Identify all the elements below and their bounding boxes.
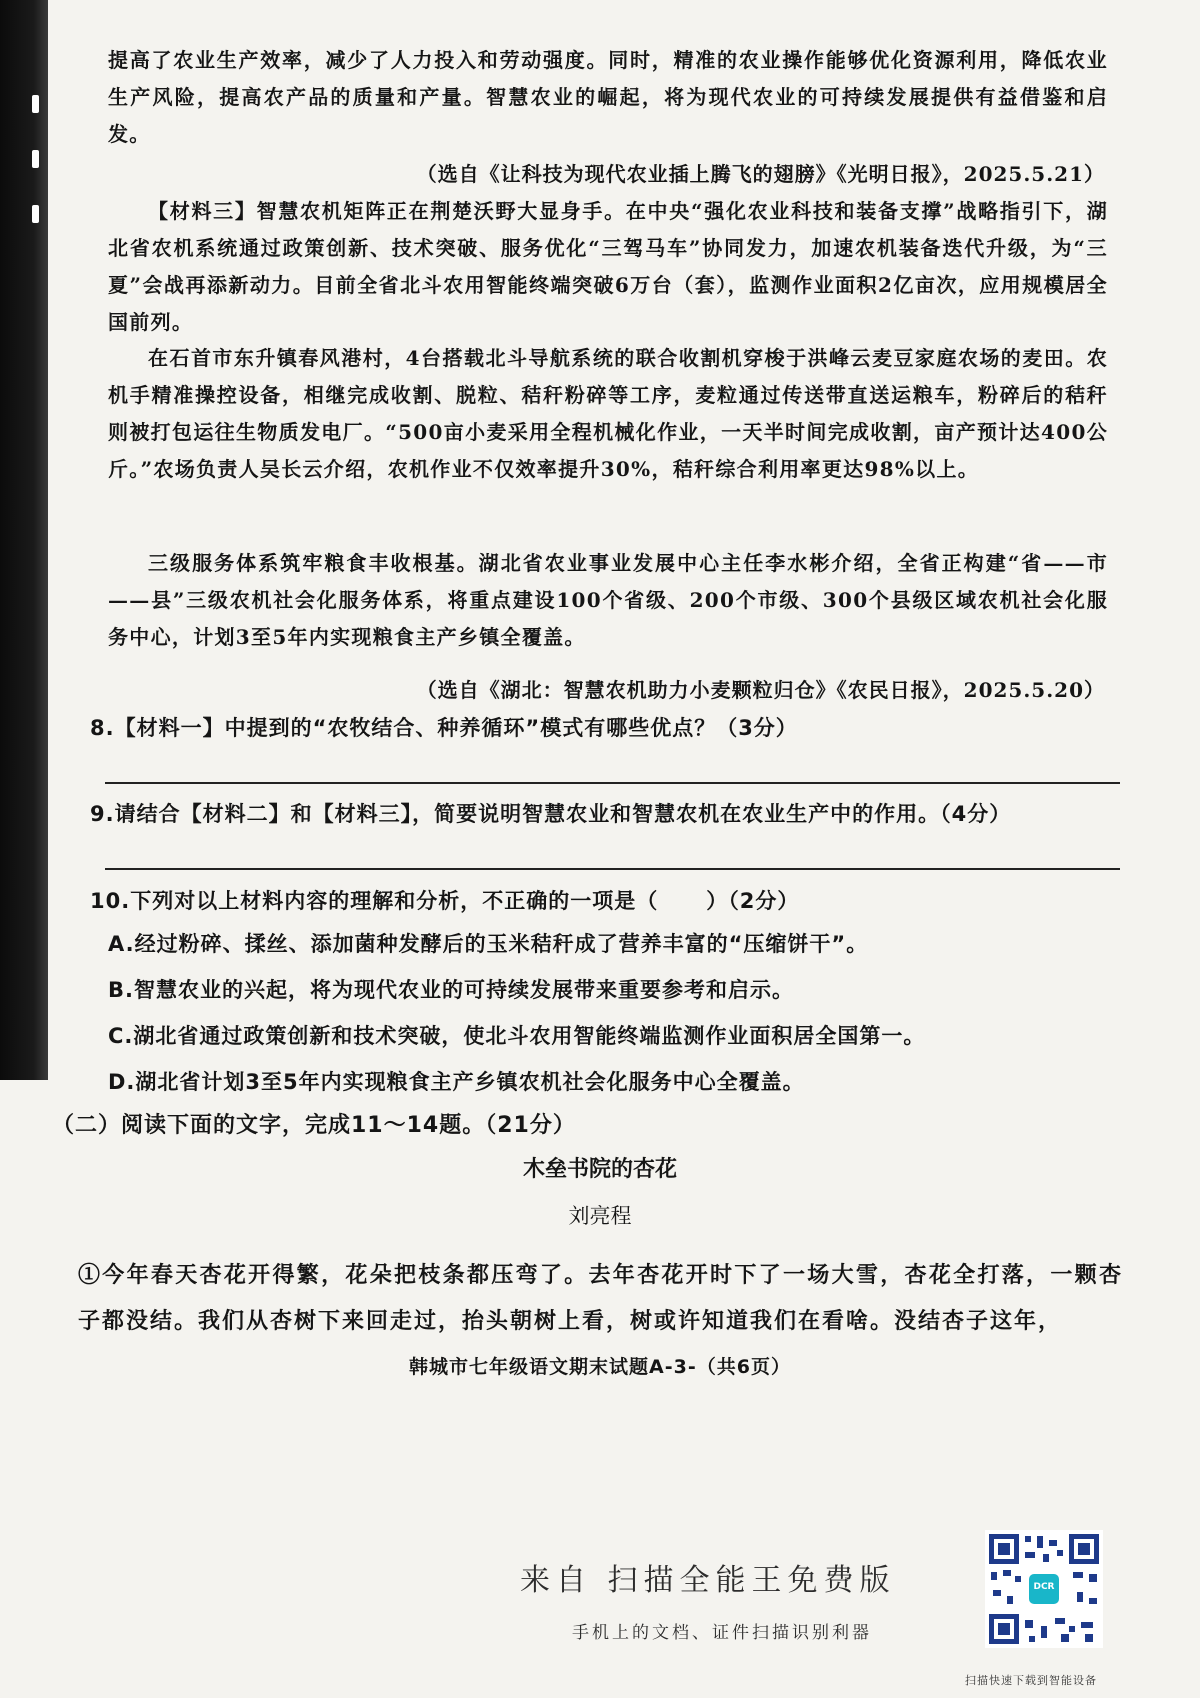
answer-line-9[interactable] <box>105 868 1120 870</box>
source-citation-three: （选自《湖北：智慧农机助力小麦颗粒归仓》《农民日报》，2025.5.20） <box>416 678 1105 702</box>
qr-code-icon[interactable] <box>985 1530 1103 1648</box>
essay-paragraph-1: ①今年春天杏花开得繁，花朵把枝条都压弯了。去年杏花开时下了一场大雪，杏花全打落，一颗杏子都没结。我们从杏树下来回走过，抬头朝树上看，树或许知道我们在看啥。没结杏子这年， <box>78 1262 1123 1334</box>
material-three-paragraph-1: 【材料三】智慧农机矩阵正在荆楚沃野大显身手。在中央“强化农业科技和装备支撑”战略指引下，湖北省农机系统通过政策创新、技术突破、服务优化“三驾马车”协同发力，加速农机装备迭代升级，为“三夏”会战再添新动力。目前全省北斗农用智能终端突破6万台（套），监测作业面积2亿亩次，应用规模居全国前列。 <box>108 199 1108 334</box>
question-10-stem: 10.下列对以上材料内容的理解和分析，不正确的一项是（ <box>90 889 659 913</box>
answer-line-8[interactable] <box>105 782 1120 784</box>
question-9: 9.请结合【材料二】和【材料三】，简要说明智慧农业和智慧农机在农业生产中的作用。（4分） <box>90 802 1012 826</box>
section-two-heading: （二）阅读下面的文字，完成11～14题。（21分） <box>52 1113 576 1138</box>
material-three-paragraph-3: 三级服务体系筑牢粮食丰收根基。湖北省农业事业发展中心主任李水彬介绍，全省正构建“省——市——县”三级农机社会化服务体系，将重点建设100个省级、200个市级、300个县级区域农机社会化服务中心，计划3至5年内实现粮食主产乡镇全覆盖。 <box>108 551 1108 649</box>
scanner-watermark-subtitle: 手机上的文档、证件扫描识别利器 <box>572 1623 872 1643</box>
material-two-end: 提高了农业生产效率，减少了人力投入和劳动强度。同时，精准的农业操作能够优化资源利用，降低农业生产风险，提高农产品的质量和产量。智慧农业的崛起，将为现代农业的可持续发展提供有益借鉴和启发。 <box>108 48 1108 146</box>
essay-title: 木垒书院的杏花 <box>522 1157 677 1182</box>
source-citation-two: （选自《让科技为现代农业插上腾飞的翅膀》《光明日报》，2025.5.21） <box>416 162 1105 186</box>
qr-caption: 扫描快速下载到智能设备 <box>965 1674 1097 1687</box>
scanner-watermark: 来自 扫描全能王免费版 <box>520 1563 896 1598</box>
essay-author: 刘亮程 <box>568 1204 632 1228</box>
option-b: B.智慧农业的兴起，将为现代农业的可持续发展带来重要参考和启示。 <box>108 978 794 1002</box>
option-d: D.湖北省计划3至5年内实现粮食主产乡镇农机社会化服务中心全覆盖。 <box>108 1070 805 1094</box>
question-8: 8.【材料一】中提到的“农牧结合、种养循环”模式有哪些优点？（3分） <box>90 716 798 740</box>
material-three-paragraph-2: 在石首市东升镇春风港村，4台搭载北斗导航系统的联合收割机穿梭于洪峰云麦豆家庭农场的麦田。农机手精准操控设备，相继完成收割、脱粒、秸秆粉碎等工序，麦粒通过传送带直送运粮车，粉碎后的秸秆则被打包运往生物质发电厂。“500亩小麦采用全程机械化作业，一天半时间完成收割，亩产预计达400公斤。”农场负责人吴长云介绍，农机作业不仅效率提升30%，秸秆综合利用率更达98%以上。 <box>108 346 1108 481</box>
page-footer: 韩城市七年级语文期末试题A-3-（共6页） <box>409 1356 791 1378</box>
option-c: C.湖北省通过政策创新和技术突破，使北斗农用智能终端监测作业面积居全国第一。 <box>108 1024 926 1048</box>
question-10-score: ）（2分） <box>706 889 800 913</box>
question-10 <box>90 885 799 915</box>
option-a: A.经过粉碎、揉丝、添加菌种发酵后的玉米秸秆成了营养丰富的“压缩饼干”。 <box>108 932 869 956</box>
qr-logo-label: DCR <box>1033 1582 1055 1592</box>
